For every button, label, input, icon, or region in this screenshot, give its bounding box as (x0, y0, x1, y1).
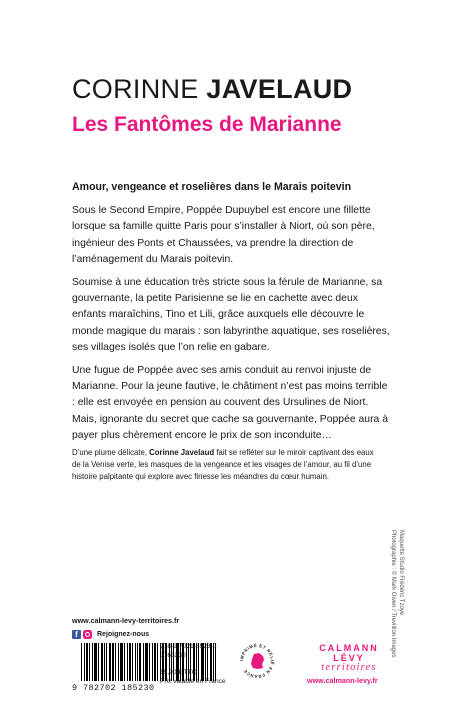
barcode-bar (94, 643, 97, 681)
tagline: Amour, vengeance et roselières dans le Marais poitevin (72, 181, 352, 193)
social-label: Rejoignez-nous (97, 630, 150, 638)
barcode-bar (98, 643, 99, 681)
social-links (72, 628, 149, 640)
barcode-bar (101, 643, 103, 681)
barcode-bar (137, 643, 138, 681)
barcode-bar (89, 643, 90, 681)
isbn (160, 643, 216, 660)
barcode-bar (120, 643, 123, 681)
summary-paragraph: Sous le Second Empire, Poppée Dupuybel est encore une fillette lorsque sa famille quitte Paris pour s’installer à Niort, où son père, ingénieur des Ponts et Chaussées, va prendre la direction de l’aménagement du Marais poitevin. (72, 205, 375, 266)
france-map-icon (251, 653, 264, 669)
publisher-logo (307, 643, 391, 673)
isbn-code: 3765230 (160, 651, 186, 659)
publisher-name-1: CALMANN (319, 643, 379, 653)
printed-in-france-seal (237, 641, 277, 681)
barcode-bar (135, 643, 136, 681)
publisher-name-2: LÉVY (333, 653, 365, 663)
barcode-bar (129, 643, 131, 681)
barcode-bar (81, 643, 82, 681)
barcode-bar (86, 643, 88, 681)
barcode-bar (109, 643, 111, 681)
credit-design: Maquette Studio Frédéric Tzoye (398, 530, 404, 616)
image-credits (389, 530, 405, 657)
summary-paragraph: Une fugue de Poppée avec ses amis conduit au renvoi injuste de Marianne. Pour la jeune fautive, le châtiment n’est pas moins terrible : elle est envoyée en pension au couvent des Ursulines de Niort. Mais, ignorante du secret que cache sa gouvernante, Poppée aura à payer plus chèrement encore le prix de son inconduite… (72, 364, 388, 442)
summary-paragraph: Soumise à une éducation très stricte sous la férule de Marianne, sa gouvernante, la petite Parisienne se lie en cachette avec deux enfants maraîchins, Tino et Lili, grâce auxquels elle découvre le monde magique du marais : son labyrinthe aquatique, ses roselières, ses villages isolés que l’on relie en gabare. (72, 276, 390, 354)
isbn-number: 978-2-7021-8523-0 (160, 643, 217, 650)
barcode-digits: 9 782702 185230 (72, 683, 155, 693)
summary (72, 203, 392, 451)
price (160, 668, 226, 686)
barcode-bar (92, 643, 93, 681)
barcode-bar (149, 643, 150, 681)
barcode-bar (124, 643, 125, 681)
website-link-publisher[interactable]: www.calmann-levy.fr (307, 676, 378, 685)
barcode-bar (152, 643, 153, 681)
author-last-name: JAVELAUD (206, 74, 353, 104)
barcode-bar (127, 643, 128, 681)
barcode-bar (115, 643, 116, 681)
barcode-bar (143, 643, 144, 681)
barcode-bar (104, 643, 105, 681)
barcode-bar (84, 643, 85, 681)
barcode-bar (145, 643, 148, 681)
seal-text: IMPRIMÉ ET RELIÉ EN FRANCE (238, 642, 276, 680)
book-title: Les Fantômes de Marianne (72, 113, 342, 136)
barcode-bar (106, 643, 107, 681)
instagram-icon[interactable] (83, 630, 92, 639)
barcode-bar (112, 643, 114, 681)
credit-photo: Photographie : © Mark Owen / Trevillion Images (390, 530, 396, 658)
blurb (72, 447, 384, 484)
barcode-bar (118, 643, 119, 681)
website-link-territoires[interactable]: www.calmann-levy-territoires.fr (72, 616, 180, 625)
author-first-name: CORINNE (72, 74, 199, 104)
price-value: 19,90 € TTC (160, 669, 197, 676)
price-note: Prix valable en France (160, 678, 226, 685)
blurb-before: D’une plume délicate, (72, 448, 150, 457)
barcode-bar (157, 643, 158, 681)
publisher-imprint: territoires (321, 662, 377, 673)
facebook-icon[interactable]: f (72, 630, 81, 639)
barcode-bar (139, 643, 141, 681)
blurb-after: fait se refléter sur le miroir captivant des eaux de la Venise verte, les masques de la vengeance et les visages de l’amour, au fil d’une histoire palpitante qui explore avec finesse les méandres du cœur humain. (72, 448, 374, 482)
blurb-author: Corinne Javelaud (149, 448, 215, 457)
barcode-bar (132, 643, 133, 681)
barcode-bar (154, 643, 156, 681)
author-name (72, 74, 352, 105)
